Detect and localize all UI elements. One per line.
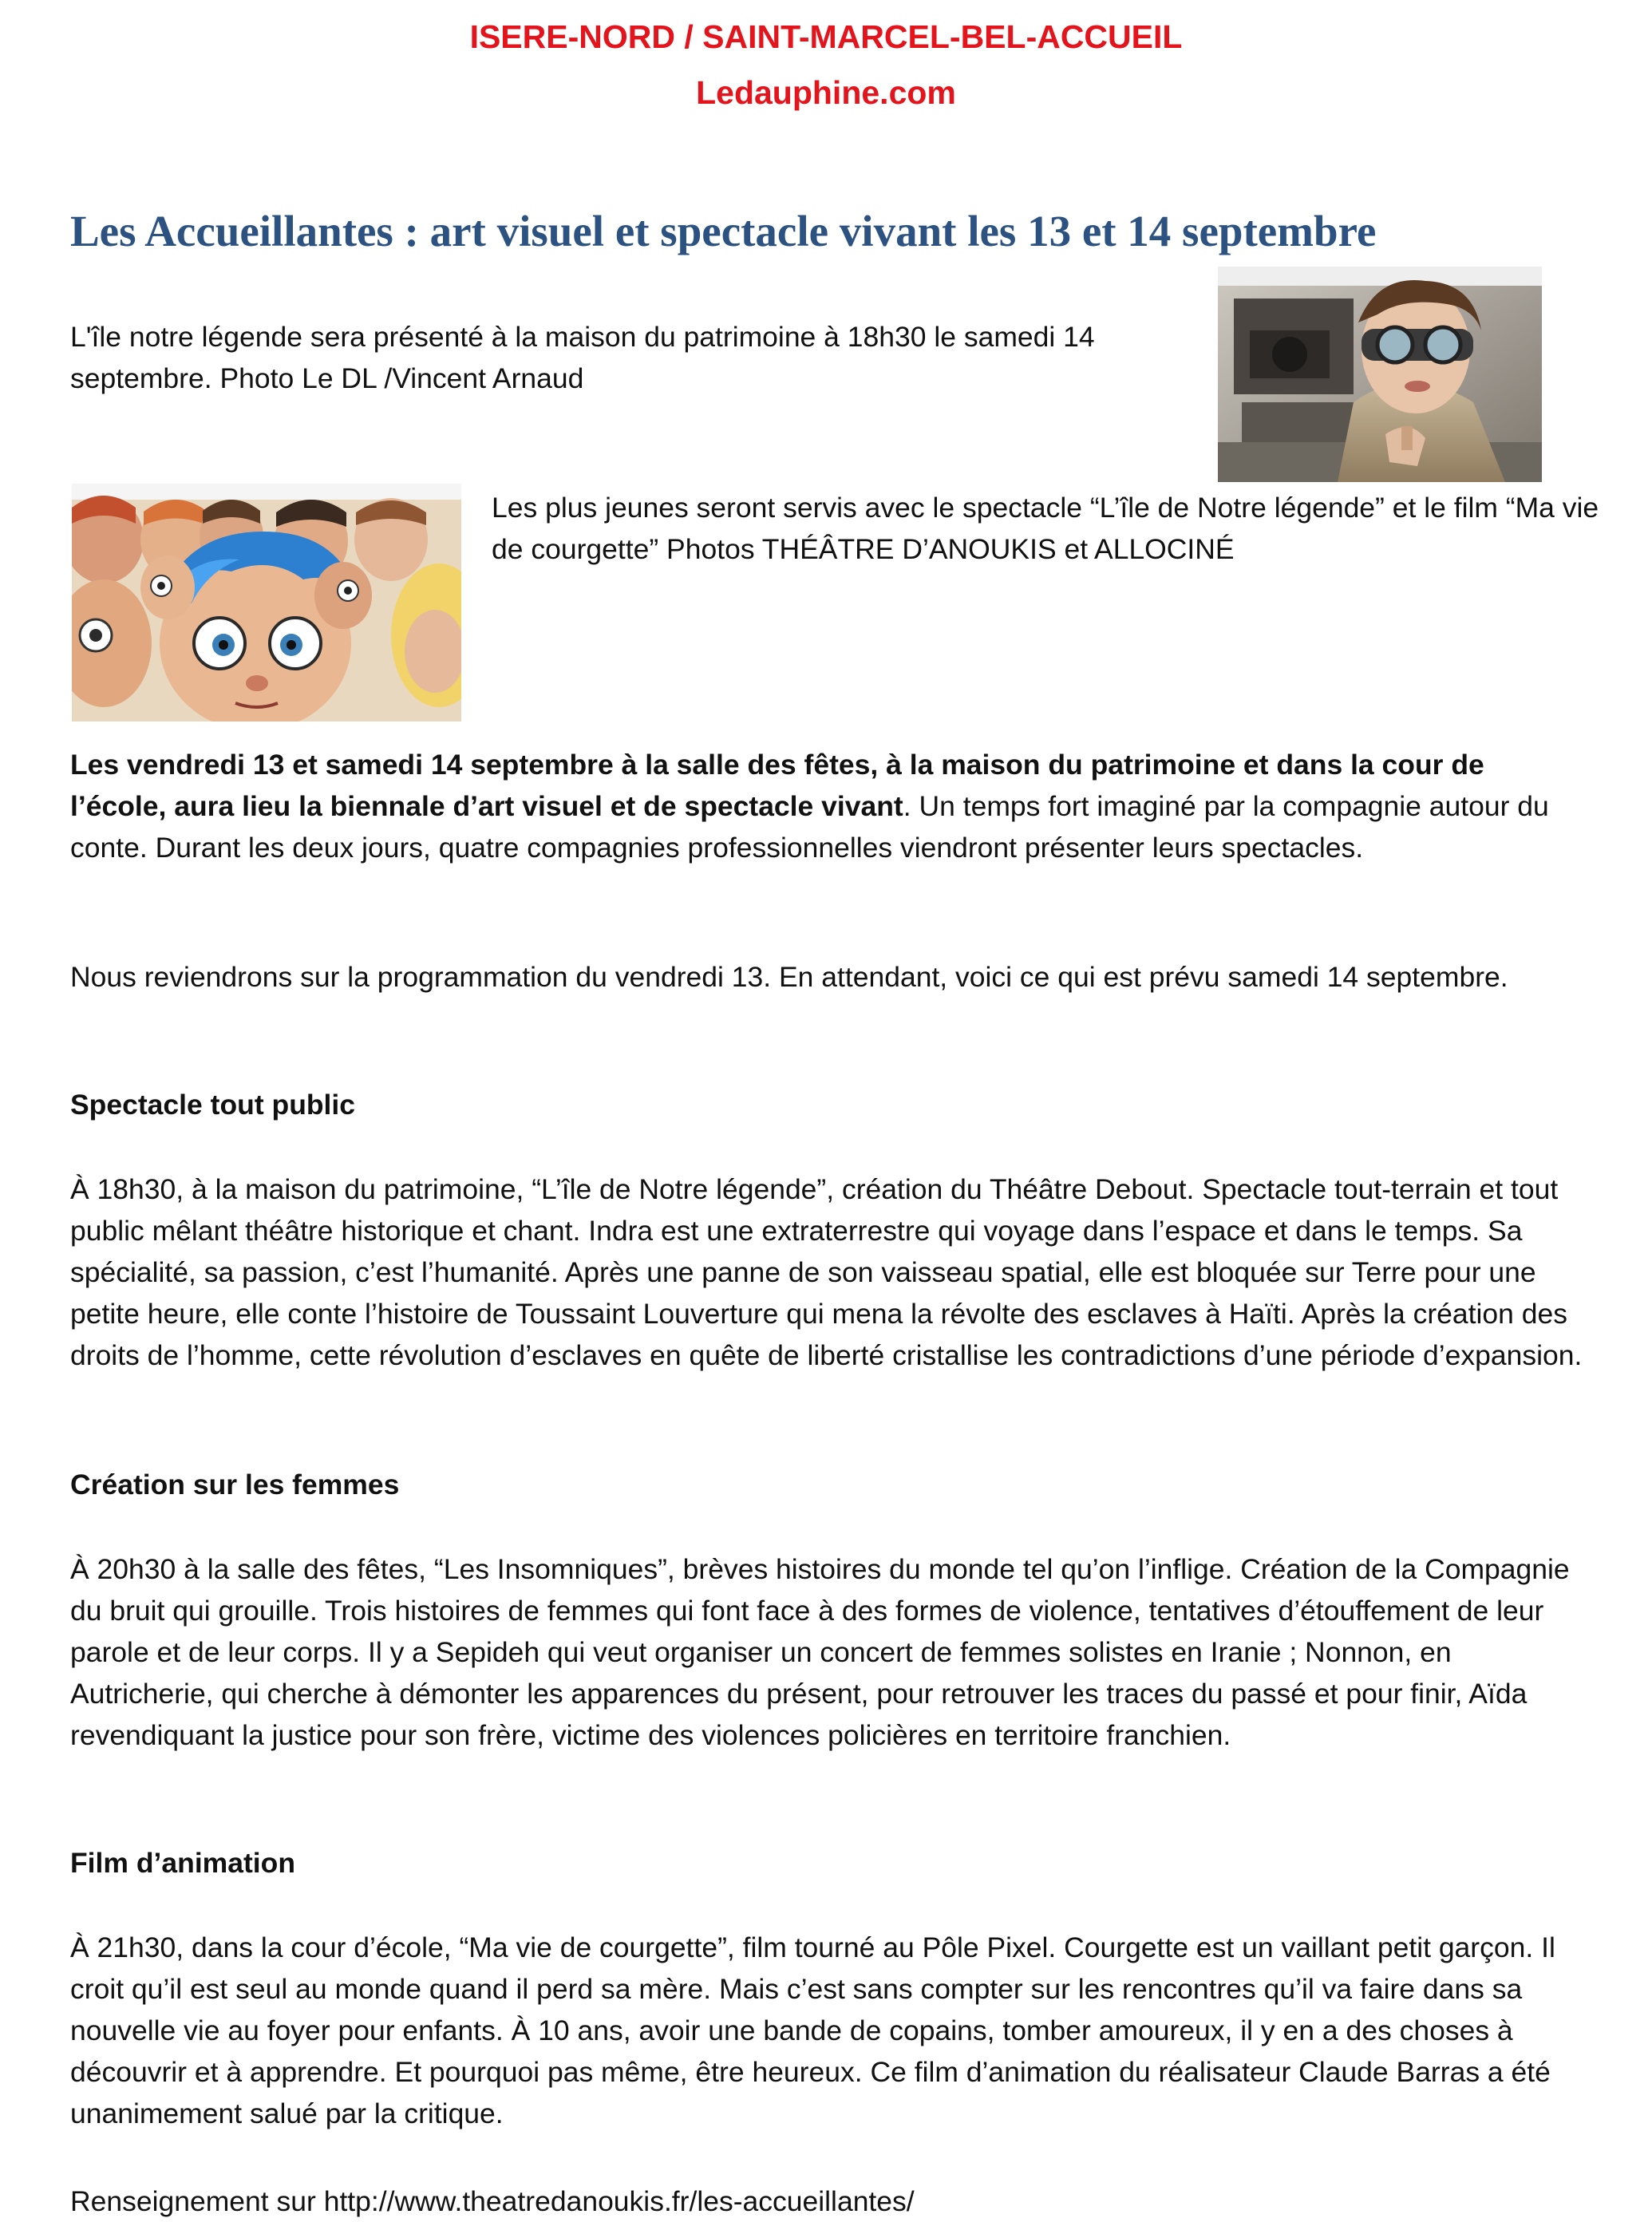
- article-title: Les Accueillantes : art visuel et spectacle vivant les 13 et 14 septembre: [70, 207, 1377, 255]
- intro-bold-text: Les vendredi 13 et samedi 14 septembre à la salle des fêtes, à la maison du patrimoine et dans la cour de l’école, aura lieu la biennale d’art visuel et de spectacle vivant: [70, 749, 1484, 822]
- section-body-femmes: À 20h30 à la salle des fêtes, “Les Insomniques”, brèves histoires du monde tel qu’on l’inflige. Création de la Compagnie du bruit qui grouille. Trois histoires de femmes qui font face à des formes de violence, tentatives d’étouffement de leur parole et de leur corps. Il y a Sepideh qui veut organiser un concert de femmes solistes en Iranie ; Nonnon, en Autricherie, qui cherche à démonter les apparences du présent, pour retrouver les traces du passé et pour finir, Aïda revendiquant la justice pour son frère, victime des violences policières en territoire franchien.: [70, 1553, 1570, 1751]
- source-header: Ledauphine.com: [696, 74, 956, 111]
- intro-paragraph: [70, 744, 1587, 868]
- section-heading-spectacle: Spectacle tout public: [70, 1089, 356, 1121]
- info-link-text: Renseignement sur http://www.theatredanoukis.fr/les-accueillantes/: [70, 2185, 915, 2217]
- section-heading-film: Film d’animation: [70, 1847, 296, 1879]
- programme-paragraph: Nous reviendrons sur la programmation du vendredi 13. En attendant, voici ce qui est prévu samedi 14 septembre.: [70, 961, 1508, 993]
- photo-caption-1: L'île notre légende sera présenté à la maison du patrimoine à 18h30 le samedi 14 septembre. Photo Le DL /Vincent Arnaud: [70, 321, 1095, 394]
- section-body-spectacle: À 18h30, à la maison du patrimoine, “L’île de Notre légende”, création du Théâtre Debout. Spectacle tout-terrain et tout public mêlant théâtre historique et chant. Indra est une extraterrestre qui voyage dans l’espace et dans le temps. Sa spécialité, sa passion, c’est l’humanité. Après une panne de son vaisseau spatial, elle est bloquée sur Terre pour une petite heure, elle conte l’histoire de Toussaint Louverture qui mena la révolte des esclaves à Haïti. Après la création des droits de l’homme, cette révolution d’esclaves en quête de liberté cristallise les contradictions d’une période d’expansion.: [70, 1173, 1583, 1371]
- animation-photo: [72, 484, 461, 722]
- region-header: ISERE-NORD / SAINT-MARCEL-BEL-ACCUEIL: [469, 18, 1183, 55]
- section-heading-femmes: Création sur les femmes: [70, 1469, 400, 1500]
- photo-caption-2: Les plus jeunes seront servis avec le spectacle “L’île de Notre légende” et le film “Ma vie de courgette” Photos THÉÂTRE D’ANOUKIS et ALLOCINÉ: [492, 492, 1599, 565]
- intro-text: . Un temps fort imaginé par la compagnie autour du conte. Durant les deux jours, quatre compagnies professionnelles viendront présenter leurs spectacles.: [70, 790, 1549, 864]
- theatre-photo: [1218, 267, 1542, 482]
- section-body-film: À 21h30, dans la cour d’école, “Ma vie de courgette”, film tourné au Pôle Pixel. Courgette est un vaillant petit garçon. Il croit qu’il est seul au monde quand il perd sa mère. Mais c’est sans compter sur les rencontres qu’il va faire dans sa nouvelle vie au foyer pour enfants. À 10 ans, avoir une bande de copains, tomber amoureux, il y en a des choses à découvrir et à apprendre. Et pourquoi pas même, être heureux. Ce film d’animation du réalisateur Claude Barras a été unanimement salué par la critique.: [70, 1931, 1555, 2129]
